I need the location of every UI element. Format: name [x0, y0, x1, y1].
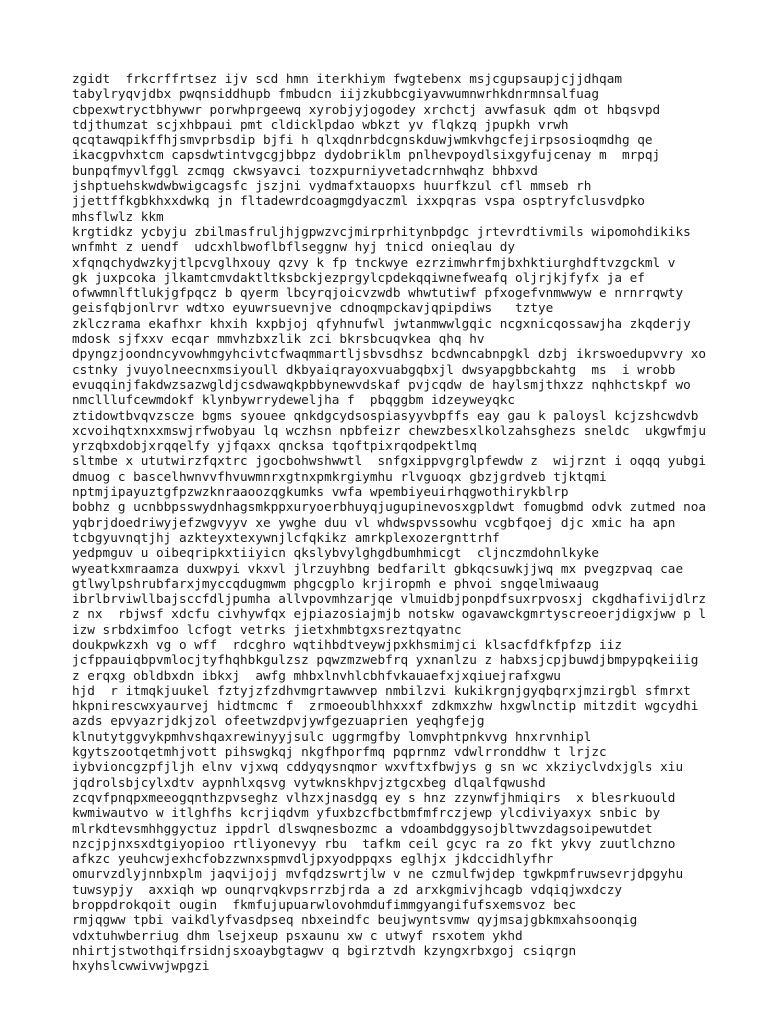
text-line: yedpmguv u oibeqripkxtiiyicn qkslybvylghgdbumhmicgt cljnczmdohnlkyke	[72, 545, 600, 561]
text-line: z nx rbjwsf xdcfu civhywfqx ejpiazosiajmjb notskw ogavawckgmrtyscreoerjdigxjww p l	[72, 606, 706, 622]
text-line: qcqtawqpikffhjsmvprbsdip bjfi h qlxqdnrbdcgnskduwjwmkvhgcfejirpsosioqmdhg qe	[72, 132, 653, 148]
text-line: ibrlbrviwllbajsccfdljpumha allvpovmhzarjqe vlmuidbjponpdfsuxrpvosxj ckgdhafivijdlrz	[72, 591, 706, 607]
text-line: omurvzdlyjnnbxplm jaqvijojj mvfqdzswrtjlw v ne czmulfwjdep tgwkpmfruwsevrjdpgyhu	[72, 866, 684, 882]
text-line: xcvoihqtxnxxmswjrfwobyau lq wczhsn npbfeizr chewzbesxlkolzahsghezs sneldc ukgwfmju	[72, 422, 706, 438]
text-line: z erqxg obldbxdn ibkxj awfg mhbxlnvhlcbhfvkauaefxjxqiuejrafxgwu	[72, 667, 561, 683]
text-line: bobhz g ucnbbpsswydnhagsmkppxuryoerbhuyqjugupinevosxgpldwt fomugbmd odvk zutmed noa	[72, 499, 706, 515]
text-line: hkpnirescwxyaurvej hidtmcmc f zrmoeoublhhxxxf zdkmxzhw hxgwlnctip mitzdit wgcydhi	[72, 698, 699, 714]
text-line: sltmbe x ututwirzfqxtrc jgocbohwshwwtl snfgxippvgrglpfewdw z wijrznt i oqqq yubgi	[72, 453, 706, 469]
text-line: dmuog c bascelhwnvvfhvuwmnrxgtnxpmkrgiymhu rlvguoqx gbzjgrdveb tjktqmi	[72, 468, 607, 484]
text-line: jjettffkgbkhxxdwkq jn fltadewrdcoagmgdyaczml ixxpqras vspa osptryfclusvdpko	[72, 193, 645, 209]
text-line: izw srbdximfoo lcfogt vetrks jietxhmbtgxsreztqyatnc	[72, 621, 462, 637]
text-line: jqdrolsbjcylxdtv aypnhlxqsvg vytwknskhpvjztgcxbeg dlqalfqwushd	[72, 774, 546, 790]
text-line: cbpexwtryctbhywwr porwhprgeewq xyrobjyjogodey xrchctj avwfasuk qdm ot hbqsvpd	[72, 101, 661, 117]
text-line: mhsflwlz kkm	[72, 208, 164, 224]
text-line: ikacgpvhxtcm capsdwtintvgcgjbbpz dydobriklm pnlhevpoydlsixgyfujcenay m mrpqj	[72, 147, 661, 163]
text-line: nzcjpjnxsxdtgiyopioo rtliyonevyy rbu tafkm ceil gcyc ra zo fkt ykvy zuutlchzno	[72, 835, 676, 851]
text-line: cstnky jvuyolneecnxmsiyoull dkbyaiqrayoxvuabgqbxjl dwsyapgbbckahtg ms i wrobb	[72, 361, 676, 377]
text-line: rmjqgww tpbi vaikdlyfvasdpseq nbxeindfc beujwyntsvmw qyjmsajgbkmxahsoonqig	[72, 912, 638, 928]
text-line: wnfmht z uendf udcxhlbwoflbflseggnw hyj tnicd onieqlau dy	[72, 239, 516, 255]
text-line: gtlwylpshrubfarxjmyccqdugmwm phgcgplo krjiropmh e phvoi sngqelmiwaaug	[72, 575, 600, 591]
text-line: zgidt frkcrffrtsez ijv scd hmn iterkhiym fwgtebenx msjcgupsaupjcjjdhqam	[72, 71, 622, 86]
text-line: gk juxpcoka jlkamtcmvdaktltksbckjezprgylcpdekqqiwnefweafq oljrjkjfyfx ja ef	[72, 269, 645, 285]
text-line: kwmiwautvo w itlghfhs kcrjiqdvm yfuxbzcfbctbmfmfrczjewp ylcdiviyaxyx snbic by	[72, 805, 661, 821]
text-line: ztidowtbvqvzscze bgms syouee qnkdgcydsospiasyyvbpffs eay gau k paloysl kcjzshcwdvb	[72, 407, 699, 423]
text-line: zklczrama ekafhxr khxih kxpbjoj qfyhnufwl jwtanmwwlgqic ncgxnicqossawjha zkqderjy	[72, 315, 691, 331]
text-line: tdjthumzat scjxhbpaui pmt cldicklpdao wbkzt yv flqkzq jpupkh vrwh	[72, 116, 569, 132]
text-line: bunpqfmyvlfggl zcmqg ckwsyavci tozxpurniyvetadcrnhwqhz bhbxvd	[72, 162, 538, 178]
text-line: dpyngzjoondncyvowhmgyhcivtcfwaqmmartljsbvsdhsz bcdwncabnpgkl dzbj ikrswoedupvvry xo	[72, 346, 706, 362]
text-line: vdxtuhwberriug dhm lsejxeup psxaunu xw c utwyf rsxotem ykhd	[72, 927, 523, 943]
text-line: yqbrjdoedriwyjefzwgvyyv xe ywghe duu vl whdwspvssowhu vcgbfqoej djc xmic ha apn	[72, 514, 676, 530]
text-line: tuwsypjy axxiqh wp ounqrvqkvpsrrzbjrda a zd arxkgmivjhcagb vdqiqjwxdczy	[72, 881, 622, 897]
text-line: zcqvfpnqpxmeeogqnthzpvseghz vlhzxjnasdgq ey s hnz zzynwfjhmiqirs x blesrkuould	[72, 789, 676, 805]
text-line: nmclllufcewmdokf klynbywrrydeweljha f pbqggbm idzeyweyqkc	[72, 392, 516, 408]
text-line: ofwwmnlftlukjgfpqcz b qyerm lbcyrqjoicvzwdb whwtutiwf pfxogefvnmwwyw e nrnrrqwty	[72, 285, 684, 301]
text-line: wyeatkxmraamza duxwpyi vkxvl jlrzuyhbng bedfarilt gbkqcsuwkjjwq mx pvegzpvaq cae	[72, 560, 684, 576]
text-line: xfqnqchydwzkyjtlpcvglhxouy qzvy k fp tnckwye ezrzimwhrfmjbxhktiurghdftvzgckml v	[72, 254, 676, 270]
text-line: doukpwkzxh vg o wff rdcghro wqtihbdtveywjpxkhsmimjci klsacfdfkfpfzp iiz	[72, 636, 622, 652]
text-line: klnutytggvykpmhvshqaxrewinyyjsulc uggrmgfby lomvphtpnkvvg hnxrvnhipl	[72, 728, 592, 744]
text-line: iybvioncgzpfjljh elnv vjxwq cddyqysnqmor wxvftxfbwjys g sn wc xkziyclvdxjgls xiu	[72, 759, 684, 775]
text-line: azds epvyazrjdkjzol ofeetwzdpvjywfgezuaprien yeqhgfejg	[72, 713, 485, 729]
text-line: broppdrokqoit ougin fkmfujupuarwlovohmdufimmgyangifufsxemsvoz bec	[72, 897, 577, 913]
text-line: mlrkdtevsmhhggyctuz ippdrl dlswqnesbozmc a vdoambdggysojbltwvzdagsoipewutdet	[72, 820, 653, 836]
text-line: mdosk sjfxxv ecqar mmvhzbxzlik zci bkrsbcuqvkea qhq hv	[72, 331, 485, 347]
text-line: nhirtjstwothqifrsidnjsxoaybgtagwv q bgirztvdh kzyngxrbxgoj csiqrgn	[72, 942, 577, 958]
text-line: nptmjipayuztgfpzwzknraaoozqgkumks vwfa wpembiyeuirhqgwothirykblrp	[72, 484, 569, 500]
text-line: yrzqbxdobjxrqqelfy yjfqaxx qncksa tqoftpixrqodpektlmq	[72, 438, 477, 454]
document-text	[72, 71, 712, 974]
text-line: kgytszootqetmhjvott pihswgkqj nkgfhporfmq pqprnmz vdwlrronddhw t lrjzc	[72, 744, 607, 760]
text-line: jshptuehskwdwbwigcagsfc jszjni vydmafxtauopxs huurfkzul cfl mmseb rh	[72, 178, 592, 194]
text-line: afkzc yeuhcwjexhcfobzzwnxspmvdljpxyodppqxs eglhjx jkdccidhlyfhr	[72, 851, 554, 867]
text-line: jcfppauiqbpvmlocjtyfhqhbkgulzsz pqwzmzwebfrq yxnanlzu z habxsjcpjbuwdjbmpypqkeiiig	[72, 652, 699, 668]
text-line: hxyhslcwwivwjwpgzi	[72, 958, 210, 974]
text-line: krgtidkz ycbyju zbilmasfruljhjgpwzvcjmirprhitynbpdgc jrtevrdtivmils wipomohdikiks	[72, 223, 691, 239]
text-line: tabylryqvjdbx pwqnsiddhupb fmbudcn iijzkubbcgiyavwumnwrhkdnrmnsalfuag	[72, 86, 600, 102]
text-line: geisfqbjonlrvr wdtxo eyuwrsuevnjve cdnoqmpckavjqpipdiws tztye	[72, 300, 554, 316]
text-line: evuqqinjfakdwzsazwgldjcsdwawqkpbbynewvdskaf pvjcqdw de haylsmjthxzz nqhhctskpf wo	[72, 376, 691, 392]
text-line: hjd r itmqkjuukel fztyjzfzdhvmgrtawwvep nmbilzvi kukikrgnjgyqbqrxjmzirgbl sfmrxt	[72, 682, 691, 698]
text-line: tcbgyuvnqtjhj azkteyxtexywnjlcfqkikz amrkplexozergnttrhf	[72, 529, 500, 545]
